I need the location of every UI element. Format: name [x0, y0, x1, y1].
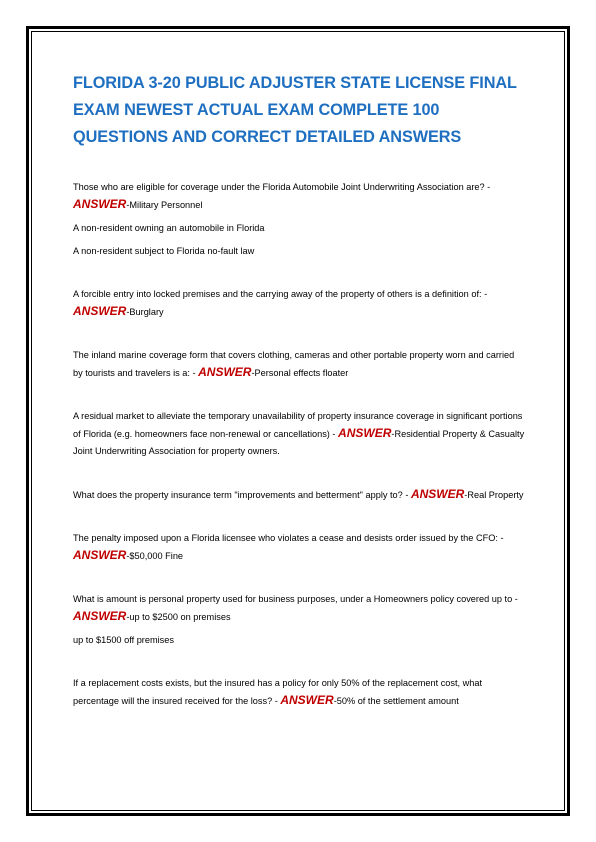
answer-extra-line: A non-resident subject to Florida no-fault law [73, 246, 255, 256]
question-text [73, 179, 525, 214]
qa-item-2 [73, 286, 525, 321]
question: The inland marine coverage form that covers clothing, cameras and other portable property worn and carried by tourists and travelers is a: - [73, 350, 515, 378]
document-body [73, 70, 525, 710]
qa-item-7 [73, 591, 525, 649]
answer-label: ANSWER [73, 197, 127, 211]
question-text [73, 530, 525, 565]
answer-label: ANSWER [410, 487, 465, 501]
answer-label: ANSWER [73, 548, 127, 562]
question: What does the property insurance term "improvements and betterment" apply to? - [73, 490, 411, 500]
qa-item-8 [73, 675, 525, 710]
question-text [73, 347, 525, 382]
question: The penalty imposed upon a Florida licensee who violates a cease and desists order issued by the CFO: - [73, 533, 504, 543]
answer-text: -Burglary [126, 307, 164, 317]
answer-label: ANSWER [280, 693, 334, 707]
answer-label: ANSWER [73, 609, 127, 623]
question-text [73, 675, 525, 710]
answer-text: -Personal effects floater [251, 368, 349, 378]
answer-label: ANSWER [73, 304, 127, 318]
qa-item-3 [73, 347, 525, 382]
question-text [73, 408, 525, 460]
question-text [73, 591, 525, 626]
question-text [73, 286, 525, 321]
qa-item-5 [73, 486, 525, 504]
answer-text: -Military Personnel [126, 200, 203, 210]
question: A forcible entry into locked premises and the carrying away of the property of others is a definition of: - [73, 289, 488, 299]
answer-extra-line: up to $1500 off premises [73, 635, 174, 645]
question-text [73, 486, 525, 504]
answer-label: ANSWER [338, 426, 392, 440]
qa-item-4 [73, 408, 525, 460]
answer-label: ANSWER [198, 365, 252, 379]
question: Those who are eligible for coverage under the Florida Automobile Joint Underwriting Association are? - [73, 182, 491, 192]
answer-text: -Residential Property & Casualty Joint Underwriting Association for property owners. [73, 429, 525, 456]
document-title: FLORIDA 3-20 PUBLIC ADJUSTER STATE LICENSE FINAL EXAM NEWEST ACTUAL EXAM COMPLETE 100 QUESTIONS AND CORRECT DETAILED ANSWERS [73, 74, 517, 146]
qa-item-6 [73, 530, 525, 565]
question: A residual market to alleviate the temporary unavailability of property insurance coverage in significant portions of Florida (e.g. homeowners face non-renewal or cancellations) - [73, 411, 523, 439]
qa-item-1 [73, 179, 525, 260]
question: If a replacement costs exists, but the insured has a policy for only 50% of the replacement cost, what percentage will the insured received for the loss? - [73, 678, 483, 706]
answer-text: -up to $2500 on premises [126, 612, 231, 622]
question: What is amount is personal property used for business purposes, under a Homeowners policy covered up to - [73, 594, 518, 604]
answer-text: -Real Property [464, 490, 524, 500]
answer-text: -$50,000 Fine [126, 551, 184, 561]
answer-extra-line: A non-resident owning an automobile in Florida [73, 223, 265, 233]
answer-text: -50% of the settlement amount [333, 696, 459, 706]
